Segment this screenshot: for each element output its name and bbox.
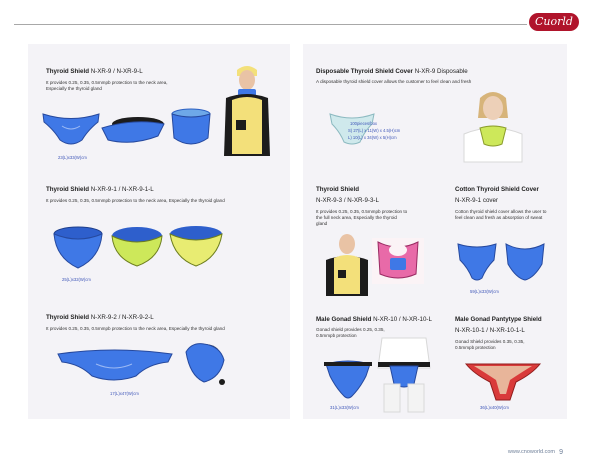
product-description: Cotton thyroid shield cover allows the user to feel clean and fresh as absorption of sweat (455, 209, 547, 220)
footer-url: www.cnoworld.com (507, 449, 555, 455)
product-title: Cotton Thyroid Shield Cover (455, 186, 539, 193)
model-gonad-shield-image (376, 338, 432, 412)
product-title: Disposable Thyroid Shield Cover N-XR-9 Disposable (316, 68, 468, 75)
gonad-shield-image (322, 356, 374, 400)
dimension-label: 25(L)x32(W)cm (62, 277, 91, 282)
product-title: Male Gonad Pantytype Shield (455, 316, 542, 323)
dimension-label: 17(L)x47(W)cm (110, 391, 139, 396)
product-title: Male Gonad Shield N-XR-10 / N-XR-10-L (316, 316, 432, 323)
product-title: Thyroid Shield N-XR-9 / N-XR-9-L (46, 68, 143, 75)
size-large: L) 10(L) x 34(W) x 5(H)cm (348, 135, 397, 140)
thyroid-shield-wide-image (56, 346, 174, 384)
dimension-label: 59(L)x33(W)cm (470, 289, 499, 294)
size-small: S) 27(L) x 11(W) x 4.5(H)cm (348, 128, 401, 133)
product-title: Thyroid Shield N-XR-9-2 / N-XR-9-2-L (46, 314, 154, 321)
page-number: 9 (559, 449, 563, 456)
dimension-label: 31(L)x33(W)cm (330, 405, 359, 410)
thyroid-shield-wrap-image (180, 338, 230, 388)
thyroid-shield-yellow-open-image (166, 222, 226, 272)
model-disposable-cover-image (462, 88, 524, 162)
thyroid-shield-front-image (170, 108, 212, 150)
dimension-label: 23(L)x33(W)cm (58, 155, 87, 160)
pantytype-shield-image (460, 358, 546, 404)
header-rule (14, 24, 527, 25)
product-code: N-XR-9-1 cover (455, 197, 498, 204)
product-description: It provides 0.25, 0.35, 0.5mmpb protection to the neck area, Especially the thyroid gland (46, 80, 168, 91)
product-description: Gonad shield provides 0.25, 0.35, 0.5mmpb protection (316, 327, 385, 338)
thyroid-shield-yellow-rolled-image (108, 222, 166, 272)
product-code: N-XR-9-3 / N-XR-9-3-L (316, 197, 379, 204)
dimension-label: 36(L)x40(W)cm (480, 405, 509, 410)
product-title: Thyroid Shield (316, 186, 359, 193)
product-description: It provides 0.25, 0.35, 0.5mmpb protection to the full neck area, Especially the thyroid gland (316, 209, 408, 226)
cotton-cover-open-image (502, 240, 548, 284)
thyroid-shield-collar-image (98, 114, 166, 148)
product-description: It provides 0.25, 0.35, 0.5mmpb protection to the neck area, Especially the thyroid gland (46, 326, 225, 331)
model-yellow-apron-image (222, 64, 272, 156)
pink-thyroid-shield-image (372, 238, 424, 284)
brand-logo: Cuorld (529, 13, 579, 31)
pack-quantity: 100pieces/box (350, 121, 378, 126)
product-description: It provides 0.25, 0.35, 0.5mmpb protection to the neck area, Especially the thyroid gland (46, 198, 225, 203)
product-code: N-XR-10-1 / N-XR-10-1-L (455, 327, 525, 334)
product-description: A disposable thyroid shield cover allows the customer to feel clean and fresh (316, 79, 472, 84)
model-yellow-shield-image (324, 234, 370, 296)
thyroid-shield-rolled-image (50, 224, 108, 274)
product-description: Gonad Shield provides 0.35, 0.35, 0.5mmpb protection (455, 339, 525, 350)
thyroid-shield-flat-image (40, 110, 102, 150)
product-title: Thyroid Shield N-XR-9-1 / N-XR-9-1-L (46, 186, 154, 193)
cotton-cover-flat-image (456, 238, 498, 284)
